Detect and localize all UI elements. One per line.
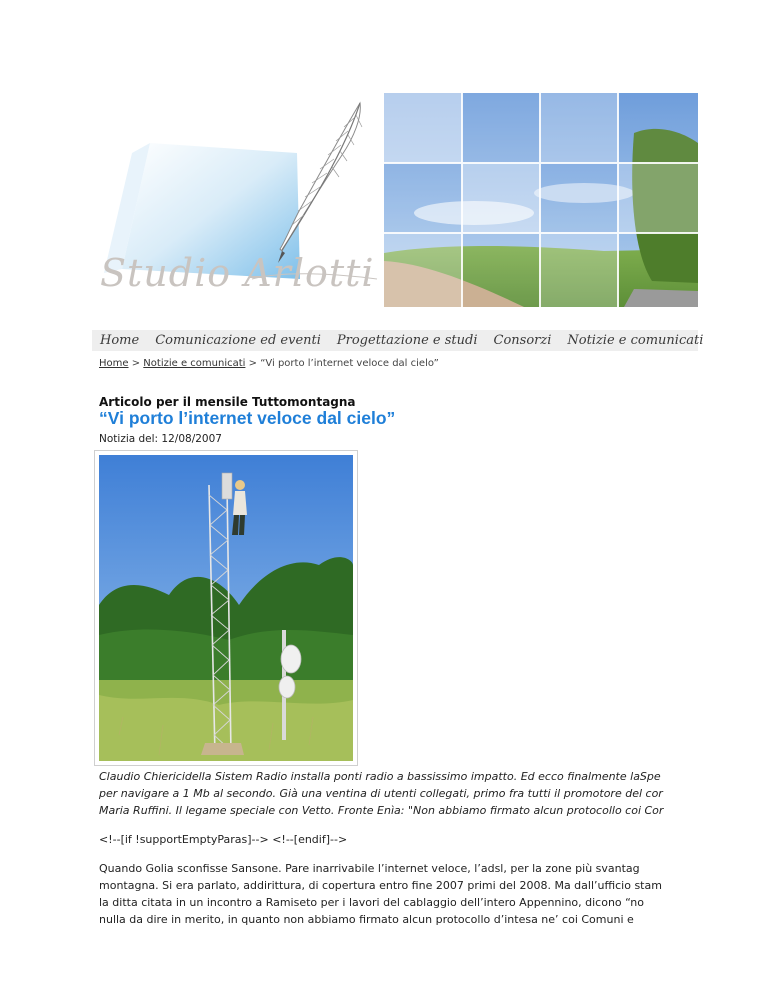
breadcrumb <box>99 358 439 369</box>
body-line: Quando Golia sconfisse Sansone. Pare inarrivabile l’internet veloce, l’adsl, per la zone più svantag <box>99 862 640 875</box>
caption-line: Maria Ruffini. Il legame speciale con Vetto. Fronte Enìa: "Non abbiamo firmato alcun protocollo coi Cor <box>99 804 664 817</box>
article-body <box>99 768 698 994</box>
nav-item-comunicazione[interactable]: Comunicazione ed eventi <box>155 333 321 348</box>
breadcrumb-separator: > <box>248 358 257 369</box>
article-photo <box>94 450 358 766</box>
body-line: la ditta citata in un incontro a Ramiseto per i lavori del cablaggio dell’intero Appennino, dicono “no <box>99 896 644 909</box>
breadcrumb-current: “Vi porto l’internet veloce dal cielo” <box>260 358 439 369</box>
article-caption <box>99 768 698 819</box>
nav-item-notizie[interactable]: Notizie e comunicati <box>567 333 704 348</box>
article-kicker: Articolo per il mensile Tuttomontagna <box>99 395 356 409</box>
nav-item-consorzi[interactable]: Consorzi <box>493 333 552 348</box>
header-banner <box>92 93 698 309</box>
article-title: “Vi porto l’internet veloce dal cielo” <box>99 408 396 428</box>
breadcrumb-separator: > <box>131 358 141 369</box>
body-line: montagna. Si era parlato, addirittura, di copertura entro fine 2007 primi del 2008. Ma dall’ufficio stam <box>99 879 662 892</box>
caption-line: per navigare a 1 Mb al secondo. Già una ventina di utenti collegati, primo fra tutti il promotore del cor <box>99 787 663 800</box>
banner-photo <box>384 93 698 307</box>
body-line: nulla da dire in merito, in quanto non abbiamo firmato alcun protocollo d’intesa ne’ coi Comuni e <box>99 913 634 926</box>
logo[interactable] <box>92 93 382 309</box>
radio-tower-photo <box>99 455 353 761</box>
logo-text: Studio Arlotti <box>100 251 375 295</box>
main-nav <box>92 330 704 351</box>
article-paragraph <box>99 860 698 928</box>
article-date: Notizia del: 12/08/2007 <box>99 433 222 445</box>
nav-item-progettazione[interactable]: Progettazione e studi <box>336 333 478 348</box>
breadcrumb-section-link[interactable]: Notizie e comunicati <box>143 358 246 369</box>
caption-line: Claudio Chiericidella Sistem Radio installa ponti radio a bassissimo impatto. Ed ecco finalmente laSpe <box>99 770 661 783</box>
breadcrumb-home-link[interactable]: Home <box>99 358 129 369</box>
conditional-comment-text: <!--[if !supportEmptyParas]--> <!--[endif]--> <box>99 833 348 846</box>
nav-item-home[interactable]: Home <box>100 333 140 348</box>
